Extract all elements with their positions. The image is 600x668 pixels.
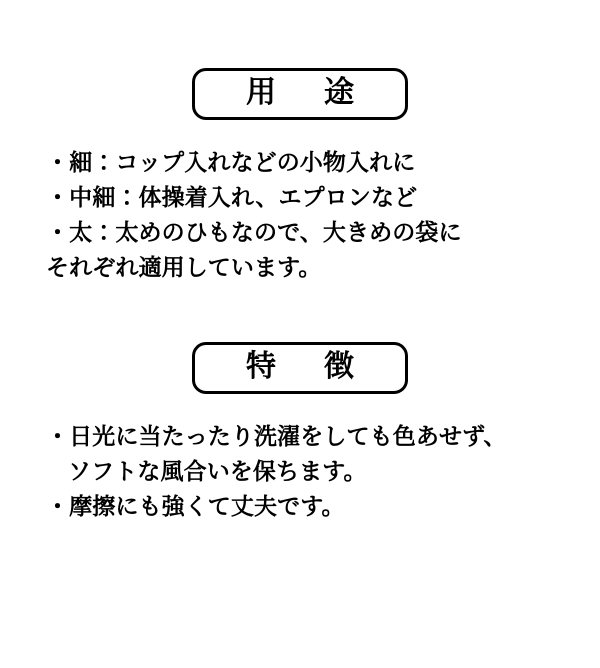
heading-box-features — [192, 342, 408, 394]
list-item-continuation: ソフトな風合いを保ちます。 — [68, 458, 367, 485]
list-item: ・中細：体操着入れ、エプロンなど — [46, 184, 418, 211]
list-item: ・日光に当たったり洗濯をしても色あせず、 — [46, 423, 507, 450]
heading-label-usage: 用 途 — [246, 75, 363, 110]
heading-box-usage — [192, 68, 408, 120]
section-body-usage — [0, 146, 600, 286]
list-item: ・摩擦にも強くて丈夫です。 — [46, 493, 345, 520]
section-heading-usage — [0, 68, 600, 120]
list-item: ・細：コップ入れなどの小物入れに — [46, 150, 416, 176]
document-page — [0, 68, 600, 668]
list-item: ・太：太めのひもなので、大きめの袋に — [46, 219, 462, 246]
section-heading-features — [0, 342, 600, 394]
list-item-continuation: それぞれ適用しています。 — [46, 254, 322, 281]
heading-label-features: 特 徴 — [246, 348, 363, 384]
section-body-features — [0, 420, 600, 525]
